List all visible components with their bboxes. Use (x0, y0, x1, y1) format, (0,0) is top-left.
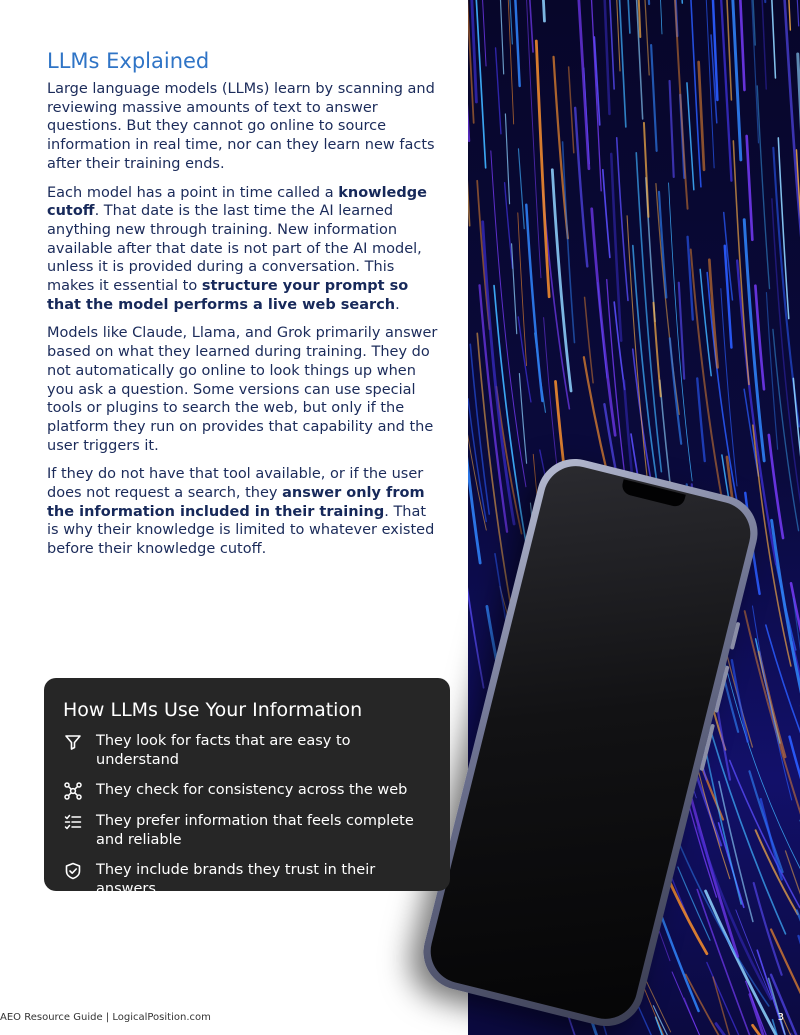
emphasis-knowledge-cutoff: knowledge cutoff (47, 184, 427, 220)
list-item-text: They check for consistency across the web (96, 782, 408, 798)
light-streak (753, 0, 800, 1035)
light-streak (751, 0, 800, 1035)
footer-source: AEO Resource Guide | LogicalPosition.com (0, 1012, 211, 1023)
paragraph-intro: Large language models (LLMs) learn by scanning and reviewing massive amounts of text to answer questions. But they cannot go online to source information in real time, nor can they learn new facts after their training ends. (47, 81, 435, 172)
text-run: . That date is the last time the AI learned anything new through training. New information available after that date is not part of the AI model, unless it is provided during a conversation. This makes it essential to (47, 203, 422, 295)
info-card (44, 678, 450, 897)
network-icon (63, 781, 83, 801)
page-number: 3 (777, 1012, 784, 1023)
emphasis-live-web-search: structure your prompt so that the model performs a live web search (47, 278, 409, 313)
text-run: . (395, 296, 400, 313)
list-item-text: They look for facts that are easy to understand (96, 733, 351, 768)
list-item (63, 781, 432, 801)
light-streak (784, 0, 800, 1035)
list-item-text: They include brands they trust in their answers (96, 862, 376, 897)
shield-check-icon (63, 861, 83, 881)
list-item-text: They prefer information that feels complete and reliable (96, 813, 414, 848)
paragraph-models: Models like Claude, Llama, and Grok primarily answer based on what they learned during training. They do not automatically go online to look things up when you ask a question. Some versions can use special tools or plugins to search the web, but only if the platform they run on provides that capability and the user triggers it. (47, 325, 438, 454)
funnel-icon (63, 732, 83, 752)
text-run: If they do not have that tool available, or if the user does not request a search, they (47, 466, 424, 502)
paragraph-training-limit (47, 465, 439, 559)
section-title: LLMs Explained (47, 49, 210, 73)
main-content (47, 48, 439, 569)
text-run: Each model has a point in time called a (47, 184, 339, 201)
emphasis-training-only: answer only from the information included in their training (47, 485, 425, 520)
list-item (63, 812, 432, 850)
card-list (63, 732, 432, 899)
card-title: How LLMs Use Your Information (63, 699, 363, 721)
list-item (63, 732, 432, 770)
text-run: . That is why their knowledge is limited to whatever existed before their knowledge cutoff. (47, 503, 435, 558)
checklist-icon (63, 812, 83, 832)
list-item (63, 861, 432, 899)
paragraph-knowledge-cutoff (47, 184, 439, 315)
